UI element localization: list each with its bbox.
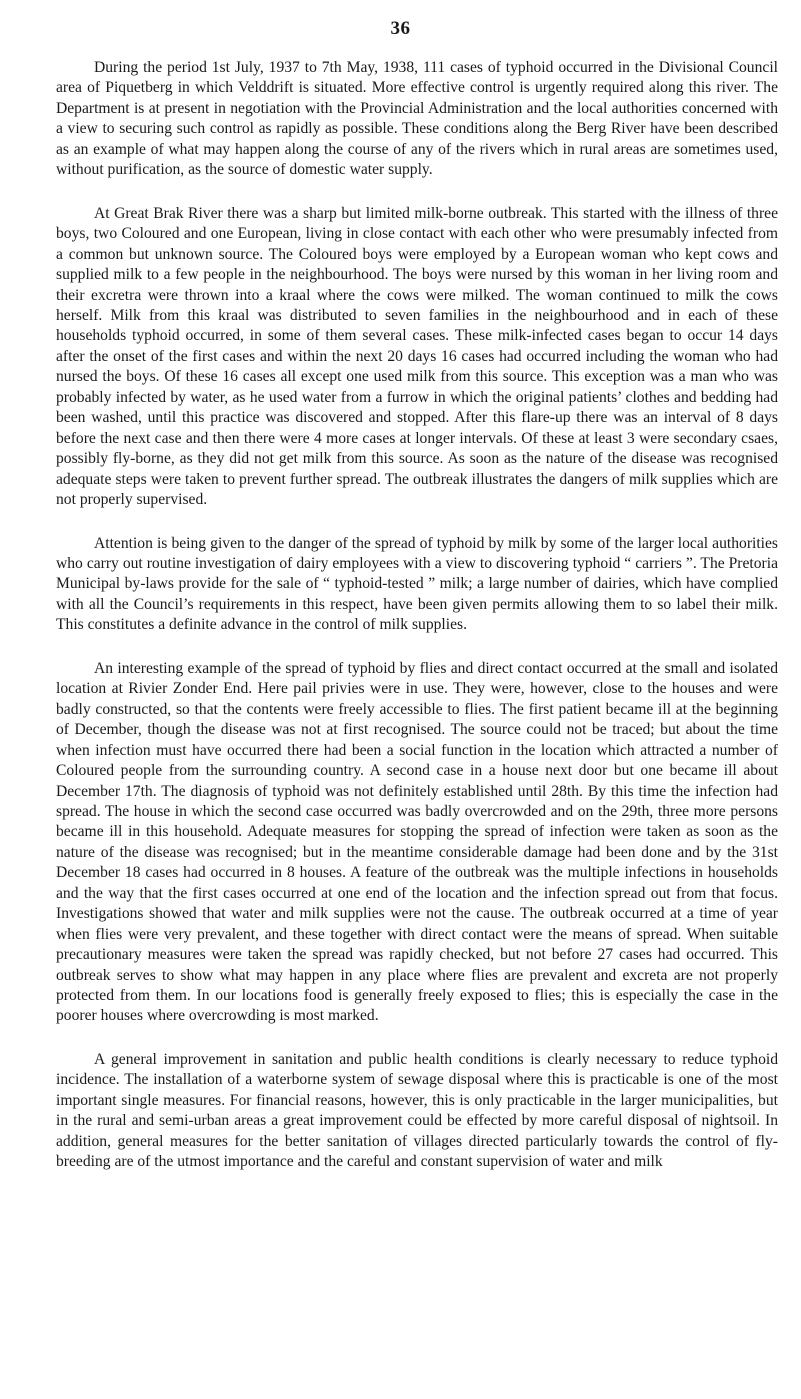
page-number: 36 — [390, 18, 411, 39]
paragraph-milk-supervision: Attention is being given to the danger of the spread of typhoid by milk by some of the larger local authorities who carry out routine investigation of dairy employees with a view to discovering typhoid “ carriers ”. The Pretoria Municipal by-laws provide for the sale of “ typhoid-tested ” milk; a large number of dairies, which have complied with all the Council’s requirements in this respect, have been given permits allowing them to so label their milk. This constitutes a definite advance in the control of milk supplies. — [56, 534, 778, 634]
paragraph-great-brak-outbreak: At Great Brak River there was a sharp but limited milk-borne outbreak. This started with the illness of three boys, two Coloured and one European, living in close contact with each other who were presumably infected from a common but unknown source. The Coloured boys were employed by a European woman who kept cows and supplied milk to a few people in the neighbourhood. The boys were nursed by this woman in her living room and their excretra were thrown into a kraal where the cows were milked. The woman continued to milk the cows herself. Milk from this kraal was distributed to seven families in the neighbourhood and in each of these households typhoid occurred, in some of them several cases. These milk-infected cases began to occur 14 days after the onset of the first cases and within the next 20 days 16 cases had occurred including the woman who had nursed the boys. Of these 16 cases all except one used milk from this source. This exception was a man who was probably infected by water, as he used water from a furrow in which the original patients’ clothes and bedding had been washed, until this practice was discovered and stopped. After this flare-up there was an interval of 8 days before the next case and then there were 4 more cases at longer intervals. Of these at least 3 were secondary csaes, possibly fly-borne, as they did not get milk from this source. As soon as the nature of the disease was recognised adequate steps were taken to prevent further spread. The outbreak illustrates the dangers of milk supplies which are not properly supervised. — [56, 204, 778, 509]
body-text — [56, 58, 778, 1196]
paragraph-sanitation-improvement: A general improvement in sanitation and public health conditions is clearly necessary to reduce typhoid incidence. The installation of a waterborne system of sewage disposal where this is practicable is one of the most important single measures. For financial reasons, however, this is only practicable in the larger municipalities, but in the rural and semi-urban areas a great improvement could be effected by more careful disposal of nightsoil. In addition, general measures for the better sanitation of villages directed particularly towards the control of fly-breeding are of the utmost importance and the careful and constant supervision of water and milk — [56, 1050, 778, 1171]
paragraph-berg-river: During the period 1st July, 1937 to 7th May, 1938, 111 cases of typhoid occurred in the Divisional Council area of Piquetberg in which Velddrift is situated. More effective control is urgently required along this river. The Department is at present in negotiation with the Provincial Administration and the local authorities concerned with a view to securing such control as rapidly as possible. These conditions along the Berg River have been described as an example of what may happen along the course of any of the rivers which in rural areas are sometimes used, without purification, as the source of domestic water supply. — [56, 59, 778, 179]
paragraph-rivier-zonder-end: An interesting example of the spread of typhoid by flies and direct contact occurred at the small and isolated location at Rivier Zonder End. Here pail privies were in use. They were, however, close to the houses and were badly constructed, so that the contents were freely accessible to flies. The first patient became ill at the beginning of December, though the disease was not at first recognised. The source could not be traced; but about the time when infection must have occurred there had been a social function in the location which attracted a number of Coloured people from the surrounding country. A second case in a house next door but one became ill about December 17th. The diagnosis of typhoid was not definitely established until 28th. By this time the infection had spread. The house in which the second case occurred was badly overcrowded and on the 29th, three more persons became ill in this household. Adequate measures for stopping the spread of infection were taken as soon as the nature of the disease was recognised; but in the meantime considerable damage had been done and by the 31st December 18 cases had occurred in 8 houses. A feature of the outbreak was the multiple infections in households and the way that the first cases occurred at one end of the location and the infection spread out from that focus. Investigations showed that water and milk supplies were not the cause. The outbreak occurred at a time of year when flies were very prevalent, and these together with direct contact were the means of spread. When suitable precautionary measures were taken the spread was rapidly checked, but not before 27 cases had occurred. This outbreak serves to show what may happen in any place where flies are prevalent and excreta are not properly protected from them. In our locations food is generally freely exposed to flies; this is especially the case in the poorer houses where overcrowding is most marked. — [56, 659, 778, 1025]
